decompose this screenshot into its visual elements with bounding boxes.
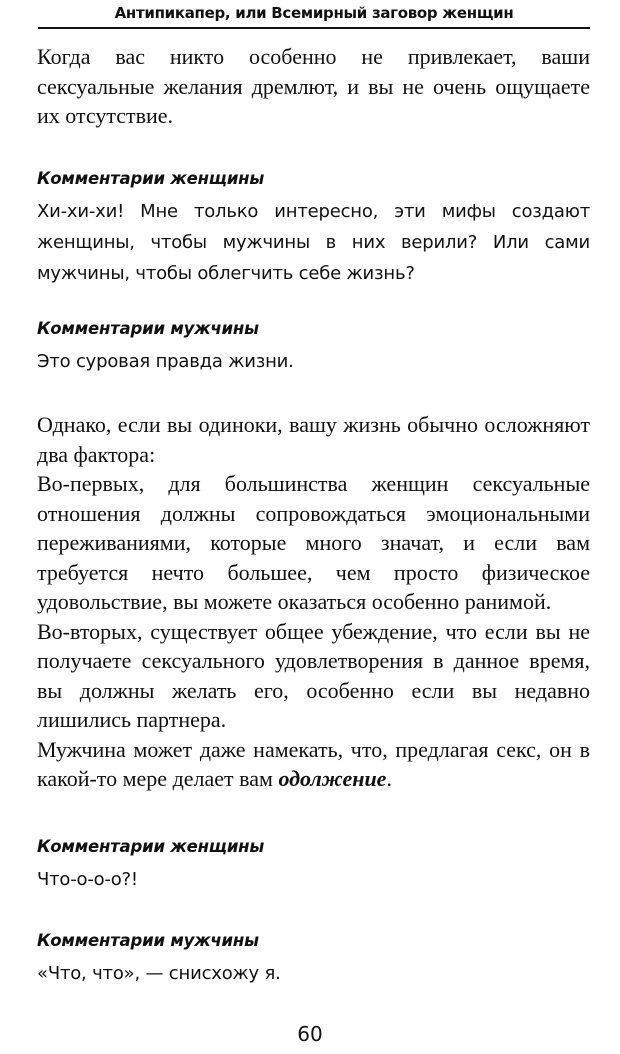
comment-text-man-1: Это суровая правда жизни. xyxy=(37,351,294,372)
paragraph-2: Однако, если вы одиноки, вашу жизнь обычно осложняют два фактора: xyxy=(37,412,590,467)
comment-text-man-2: «Что, что», — снисхожу я. xyxy=(37,963,281,984)
paragraph-1: Когда вас никто особенно не привлекает, ваши сексуальные желания дремлют, и вы не очень ощущаете их отсутствие. xyxy=(37,44,590,128)
comment-2-block xyxy=(37,318,590,377)
paragraph-5-end: . xyxy=(386,766,392,791)
comment-heading-man-2: Комментарии мужчины xyxy=(37,931,259,950)
comment-4-block xyxy=(37,930,590,989)
paragraph-5 xyxy=(37,735,590,794)
page-number: 60 xyxy=(297,1022,323,1046)
comment-heading-man-1: Комментарии мужчины xyxy=(37,319,259,338)
comment-3-block xyxy=(37,836,590,895)
comment-1-block xyxy=(37,168,590,289)
comment-text-woman-2: Что-о-о-о?! xyxy=(37,869,138,890)
emphasis-word: одолжение xyxy=(278,766,387,791)
paragraph-1-block xyxy=(37,42,590,131)
comment-text-woman-1: Хи-хи-хи! Мне только интересно, эти мифы создают женщины, чтобы мужчины в них верили? Или сами мужчины, чтобы облегчить себе жизнь? xyxy=(37,201,590,284)
comment-heading-woman-2: Комментарии женщины xyxy=(37,837,265,856)
running-header: Антипикапер, или Всемирный заговор женщин xyxy=(38,0,590,29)
paragraph-5-start: Мужчина может даже намекать, что, предлагая секс, он в какой-то мере делает вам xyxy=(37,736,590,791)
comment-heading-woman-1: Комментарии женщины xyxy=(37,169,265,188)
main-text-block xyxy=(37,410,590,794)
paragraph-4: Во-вторых, существует общее убеждение, что если вы не получаете сексуального удовлетворения в данное время, вы должны желать его, особенно если вы недавно лишились партнера. xyxy=(37,618,590,732)
paragraph-3: Во-первых, для большинства женщин сексуальные отношения должны сопровождаться эмоциональными переживаниями, которые много значат, и если вам требуется нечто большее, чем просто физическое удовольствие, вы можете оказаться особенно ранимой. xyxy=(37,471,590,614)
